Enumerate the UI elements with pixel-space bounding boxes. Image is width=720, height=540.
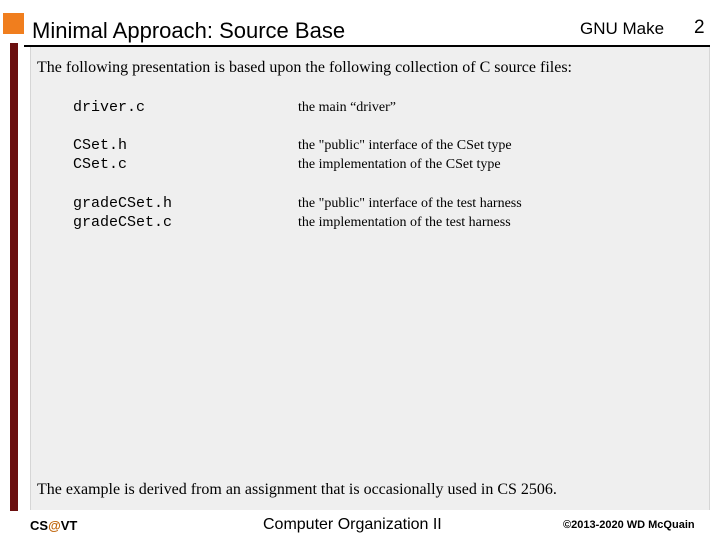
orange-accent-square xyxy=(3,13,24,34)
file-description: the main “driver” xyxy=(298,100,396,115)
file-description: the "public" interface of the test harness xyxy=(298,196,522,211)
footer-org-prefix: CS xyxy=(30,518,49,533)
file-description: the implementation of the test harness xyxy=(298,215,511,230)
footer-copyright: ©2013-2020 WD McQuain xyxy=(563,519,695,531)
file-name: CSet.h xyxy=(73,137,128,154)
footer-org-suffix: VT xyxy=(60,518,78,533)
file-name: driver.c xyxy=(73,99,146,116)
file-description: the implementation of the CSet type xyxy=(298,157,501,172)
file-name: CSet.c xyxy=(73,156,128,173)
course-label: GNU Make xyxy=(580,19,665,38)
intro-text: The following presentation is based upon the following collection of C source files: xyxy=(37,59,572,76)
footer-org xyxy=(30,518,77,533)
slide-number: 2 xyxy=(694,17,705,38)
file-description: the "public" interface of the CSet type xyxy=(298,138,512,153)
slide-title: Minimal Approach: Source Base xyxy=(32,18,346,43)
left-sidebar-bar xyxy=(10,43,18,511)
file-name: gradeCSet.c xyxy=(73,214,173,231)
file-name: gradeCSet.h xyxy=(73,195,173,212)
footer-org-at: @ xyxy=(48,518,61,533)
footer-course-name: Computer Organization II xyxy=(263,516,442,533)
content-panel xyxy=(30,47,710,510)
outro-text: The example is derived from an assignment that is occasionally used in CS 2506. xyxy=(37,481,557,498)
